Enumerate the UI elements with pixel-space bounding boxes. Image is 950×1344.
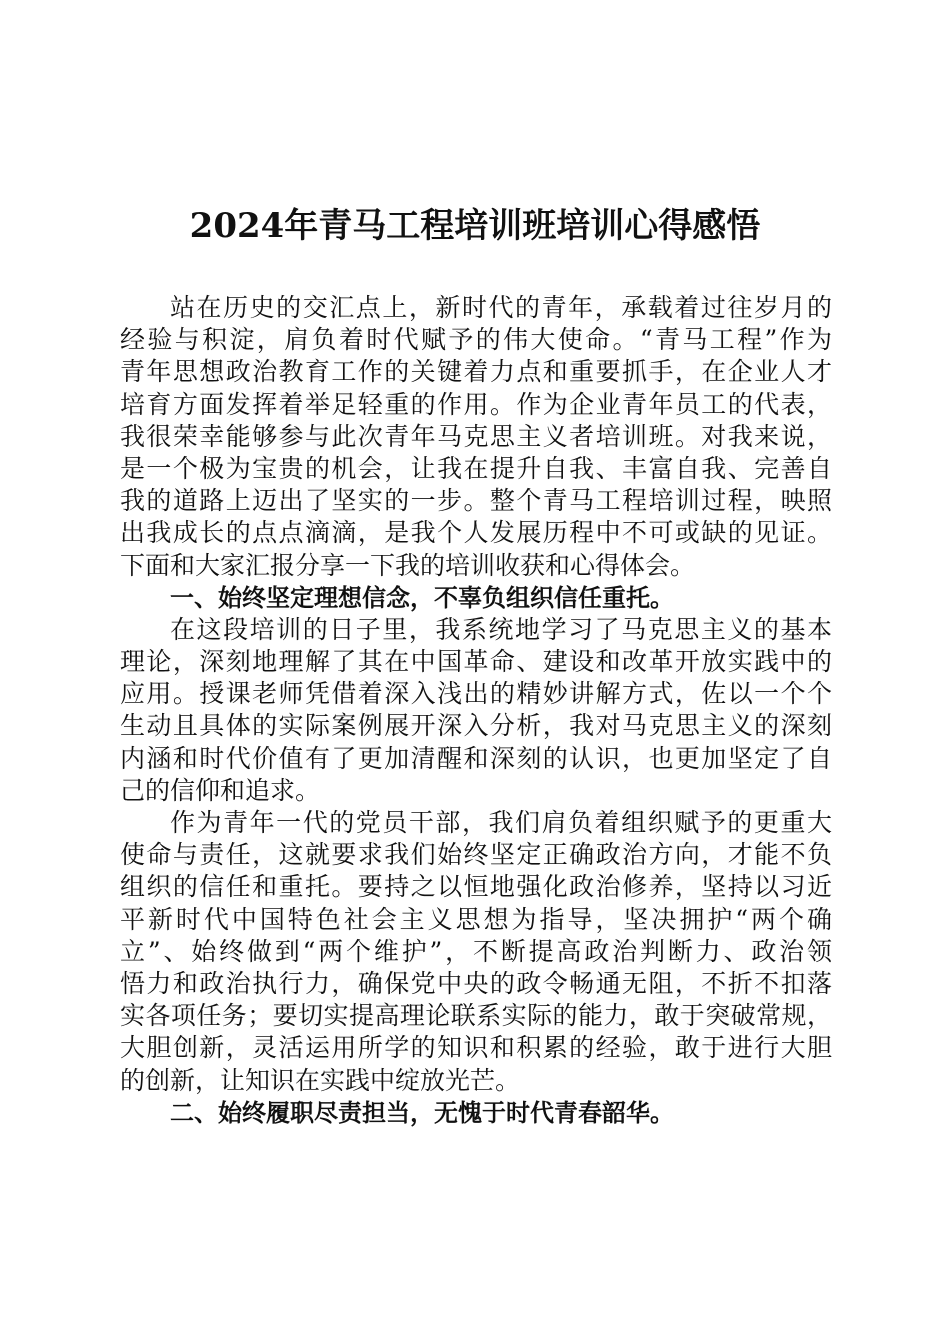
- paragraph-line: 大胆创新，灵活运用所学的知识和积累的经验，敢于进行大胆: [120, 1033, 832, 1063]
- paragraph-line: 是一个极为宝贵的机会，让我在提升自我、丰富自我、完善自: [120, 453, 832, 483]
- document-body: [120, 292, 832, 1129]
- paragraph-line: 理论，深刻地理解了其在中国革命、建设和改革开放实践中的: [120, 647, 832, 677]
- paragraph-line: 组织的信任和重托。要持之以恒地强化政治修养，坚持以习近: [120, 872, 832, 902]
- paragraph-line: 青年思想政治教育工作的关键着力点和重要抓手，在企业人才: [120, 357, 832, 387]
- paragraph-line: 下面和大家汇报分享一下我的培训收获和心得体会。: [120, 550, 696, 580]
- section-heading: 二、始终履职尽责担当，无愧于时代青春韶华。: [170, 1098, 674, 1127]
- paragraph-line: 内涵和时代价值有了更加清醒和深刻的认识，也更加坚定了自: [120, 743, 832, 773]
- paragraph-line: 我的道路上迈出了坚实的一步。整个青马工程培训过程，映照: [120, 486, 832, 516]
- paragraph-line: 我很荣幸能够参与此次青年马克思主义者培训班。对我来说，: [120, 421, 832, 451]
- paragraph-line: 己的信仰和追求。: [120, 775, 321, 805]
- paragraph-line: 立”、始终做到“两个维护”，不断提高政治判断力、政治领: [120, 936, 832, 966]
- paragraph-line: 经验与积淀，肩负着时代赋予的伟大使命。“青马工程”作为: [120, 325, 832, 355]
- paragraph-line: 使命与责任，这就要求我们始终坚定正确政治方向，才能不负: [120, 840, 832, 870]
- paragraph-line: 出我成长的点点滴滴，是我个人发展历程中不可或缺的见证。: [120, 518, 832, 548]
- paragraph-line: 悟力和政治执行力，确保党中央的政令畅通无阻，不折不扣落: [120, 968, 832, 998]
- paragraph-line: 作为青年一代的党员干部，我们肩负着组织赋予的更重大: [170, 808, 832, 837]
- paragraph-line: 生动且具体的实际案例展开深入分析，我对马克思主义的深刻: [120, 711, 832, 741]
- paragraph-line: 站在历史的交汇点上，新时代的青年，承载着过往岁月的: [170, 293, 832, 322]
- document-title: 2024年青马工程培训班培训心得感悟: [189, 206, 761, 246]
- paragraph-line: 平新时代中国特色社会主义思想为指导，坚决拥护“两个确: [120, 904, 832, 934]
- paragraph-line: 在这段培训的日子里，我系统地学习了马克思主义的基本: [170, 614, 832, 644]
- paragraph-line: 的创新，让知识在实践中绽放光芒。: [120, 1065, 521, 1095]
- section-heading: 一、始终坚定理想信念，不辜负组织信任重托。: [170, 583, 674, 612]
- paragraph-line: 实各项任务；要切实提高理论联系实际的能力，敢于突破常规，: [120, 1001, 832, 1031]
- paragraph-line: 培育方面发挥着举足轻重的作用。作为企业青年员工的代表，: [120, 389, 832, 419]
- paragraph-line: 应用。授课老师凭借着深入浅出的精妙讲解方式，佐以一个个: [120, 679, 832, 709]
